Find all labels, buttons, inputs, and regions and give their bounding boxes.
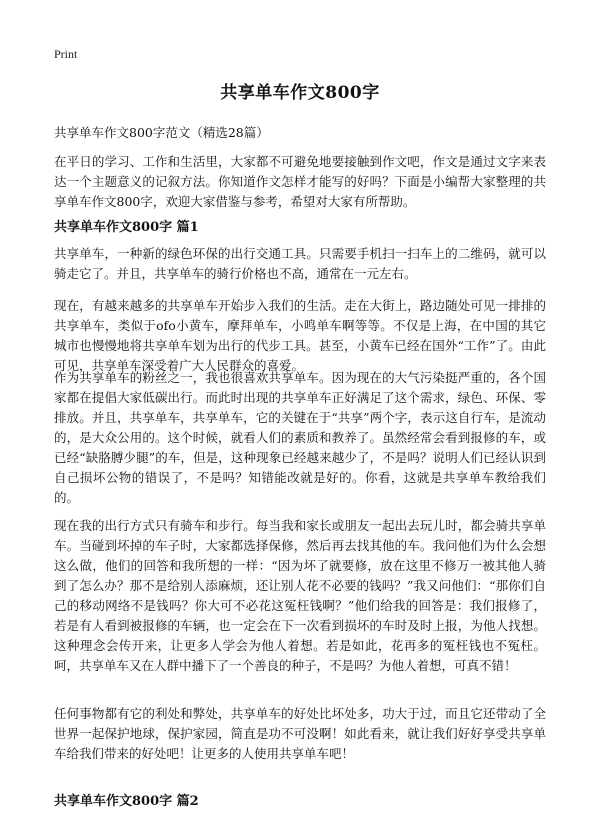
paragraph: 现在，有越来越多的共享单车开始步入我们的生活。走在大街上，路边随处可见一排排的共享单车，类似于ofo小黄车，摩拜单车，小鸣单车啊等等。不仅是上海，在中国的其它城市也慢慢地将共享单车划为出行的代步工具。甚至，小黄车已经在国外“工作”了。由此可见，共享单车深受着广大人民群众的喜爱。 [54,298,546,373]
paragraph: 作为共享单车的粉丝之一，我也很喜欢共享单车。因为现在的大气污染挺严重的，各个国家都在提倡大家低碳出行。而此时出现的共享单车正好满足了这个需求，绿色、环保、零排放。并且，共享单车，共享单车，它的关键在于“共享”两个字，表示这自行车，是流动的，是大众公用的。这个时候，就看人们的素质和教养了。虽然经常会看到报修的车，或已经“缺胳膊少腿”的车，但是，这种现象已经越来越少了，不是吗？说明人们已经认识到自己损坏公物的错误了，不是吗？知错能改就是好的。你看，这就是共享单车教给我们的。 [54,370,546,505]
page-title: 共享单车作文800字 [220,83,380,103]
section-heading-2: 共享单车作文800字 篇2 [54,794,199,809]
paragraph: 现在我的出行方式只有骑车和步行。每当我和家长或朋友一起出去玩儿时，都会骑共享单车。当碰到坏掉的车子时，大家都选择保修，然后再去找其他的车。我问他们为什么会想这么做，他们的回答和我所想的一样：“因为坏了就要修，放在这里不修万一被其他人骑到了怎么办？那不是给别人添麻烦，还让别人花不必要的钱吗？”我又问他们：“那你们自己的移动网络不是钱吗？你大可不必花这冤枉钱啊？”他们给我的回答是：我们报修了，若是有人看到被报修的车辆，也一定会在下一次看到损坏的车时及时上报，为他人找想。这种理念会传开来，让更多人学会为他人着想。若是如此，花再多的冤枉钱也不冤枉。呵，共享单车又在人群中播下了一个善良的种子，不是吗？为他人着想，可真不错！ [54,518,546,673]
paragraph: 共享单车，一种新的绿色环保的出行交通工具。只需要手机扫一扫车上的二维码，就可以骑走它了。并且，共享单车的骑行价格也不高，通常在一元左右。 [54,246,546,281]
print-label[interactable]: Print [54,47,78,61]
intro-paragraph: 在平日的学习、工作和生活里，大家都不可避免地要接触到作文吧，作文是通过文字来表达一个主题意义的记叙方法。你知道作文怎样才能写的好吗？下面是小编帮大家整理的共享单车作文800字，欢迎大家借鉴与参考，希望对大家有所帮助。 [54,154,546,209]
paragraph: 任何事物都有它的利处和弊处，共享单车的好处比坏处多，功大于过，而且它还带动了全世界一起保护地球，保护家园，简直是功不可没啊！如此看来，就让我们好好享受共享单车给我们带来的好处吧！让更多的人使用共享单车吧！ [54,706,546,761]
section-heading-1: 共享单车作文800字 篇1 [54,220,199,235]
subtitle: 共享单车作文800字范文（精选28篇） [54,125,269,140]
